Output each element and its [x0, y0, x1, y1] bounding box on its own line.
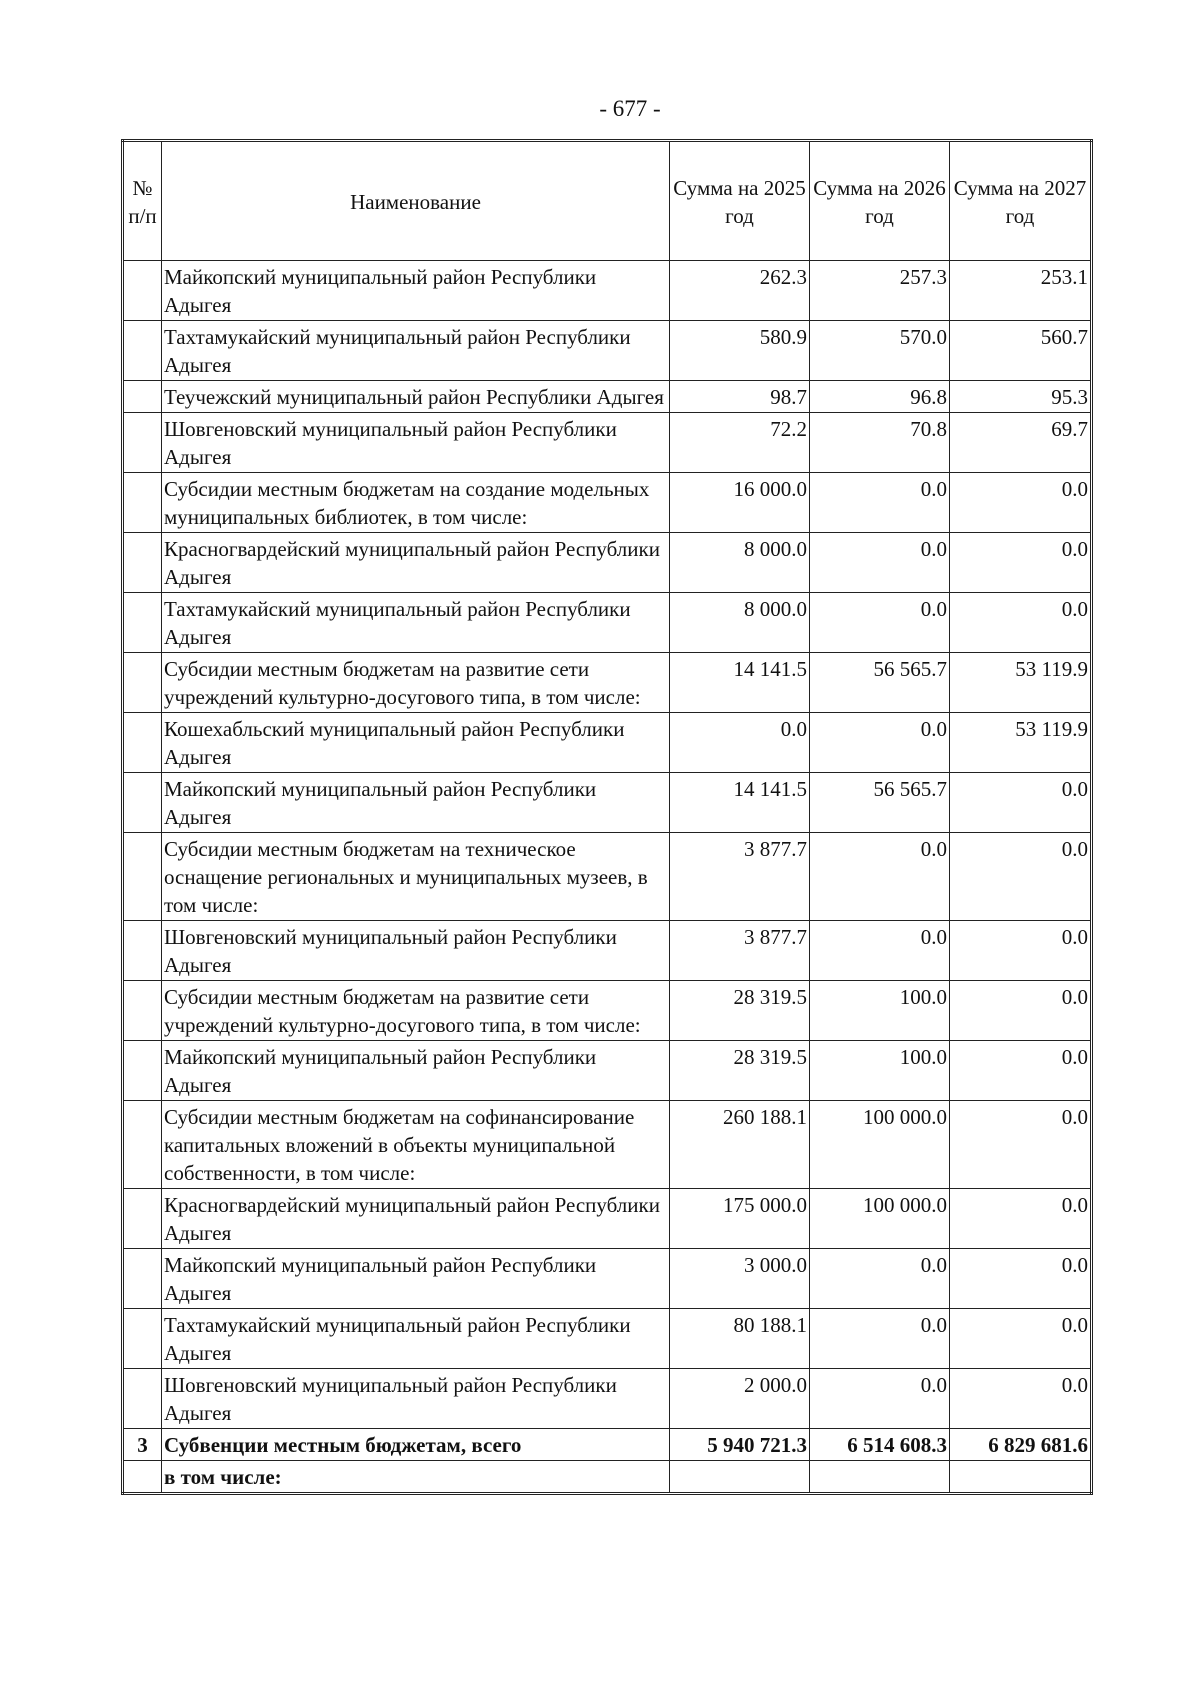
- row-number: [123, 1041, 162, 1101]
- row-number: [123, 921, 162, 981]
- value-2026: 0.0: [810, 1309, 950, 1369]
- row-number: [123, 321, 162, 381]
- table-row: [123, 713, 1092, 773]
- header-2026: Сумма на 2026 год: [810, 141, 950, 261]
- value-2026: 0.0: [810, 593, 950, 653]
- value-2026: 96.8: [810, 381, 950, 413]
- row-name: Красногвардейский муниципальный район Республики Адыгея: [162, 1189, 670, 1249]
- table-row: [123, 833, 1092, 921]
- value-2025: 8 000.0: [670, 533, 810, 593]
- value-2025: 28 319.5: [670, 981, 810, 1041]
- row-name: в том числе:: [162, 1461, 670, 1494]
- row-name: Субсидии местным бюджетам на развитие сети учреждений культурно-досугового типа, в том числе:: [162, 653, 670, 713]
- row-name: Субвенции местным бюджетам, всего: [162, 1429, 670, 1461]
- table-row: [123, 773, 1092, 833]
- value-2026: 100 000.0: [810, 1189, 950, 1249]
- row-name: Майкопский муниципальный район Республики Адыгея: [162, 1041, 670, 1101]
- row-number: [123, 713, 162, 773]
- row-name: Кошехабльский муниципальный район Республики Адыгея: [162, 713, 670, 773]
- value-2026: 0.0: [810, 1369, 950, 1429]
- value-2026: 0.0: [810, 473, 950, 533]
- row-number: [123, 773, 162, 833]
- value-2027: [950, 1461, 1092, 1494]
- header-2027: Сумма на 2027 год: [950, 141, 1092, 261]
- value-2026: 0.0: [810, 713, 950, 773]
- table-header-row: [123, 141, 1092, 261]
- table-row: [123, 653, 1092, 713]
- table-body: [123, 261, 1092, 1494]
- table-row: [123, 593, 1092, 653]
- value-2027: 53 119.9: [950, 713, 1092, 773]
- row-number: [123, 381, 162, 413]
- row-name: Субсидии местным бюджетам на техническое оснащение региональных и муниципальных музеев, в том числе:: [162, 833, 670, 921]
- table-row: [123, 1461, 1092, 1494]
- value-2025: 580.9: [670, 321, 810, 381]
- row-number: [123, 1309, 162, 1369]
- row-name: Теучежский муниципальный район Республики Адыгея: [162, 381, 670, 413]
- value-2027: 0.0: [950, 1369, 1092, 1429]
- value-2025: 5 940 721.3: [670, 1429, 810, 1461]
- row-name: Тахтамукайский муниципальный район Республики Адыгея: [162, 1309, 670, 1369]
- value-2026: [810, 1461, 950, 1494]
- table-row: [123, 533, 1092, 593]
- value-2027: 95.3: [950, 381, 1092, 413]
- value-2025: 8 000.0: [670, 593, 810, 653]
- header-name: Наименование: [162, 141, 670, 261]
- table-row: [123, 413, 1092, 473]
- value-2025: 14 141.5: [670, 653, 810, 713]
- value-2026: 0.0: [810, 533, 950, 593]
- value-2025: 3 877.7: [670, 921, 810, 981]
- value-2025: 2 000.0: [670, 1369, 810, 1429]
- value-2027: 0.0: [950, 773, 1092, 833]
- row-number: [123, 1101, 162, 1189]
- row-number: [123, 261, 162, 321]
- value-2025: 0.0: [670, 713, 810, 773]
- value-2026: 56 565.7: [810, 653, 950, 713]
- value-2025: 260 188.1: [670, 1101, 810, 1189]
- header-2025: Сумма на 2025 год: [670, 141, 810, 261]
- table-row: [123, 981, 1092, 1041]
- value-2025: 80 188.1: [670, 1309, 810, 1369]
- value-2026: 0.0: [810, 833, 950, 921]
- row-number: [123, 981, 162, 1041]
- value-2026: 70.8: [810, 413, 950, 473]
- row-name: Тахтамукайский муниципальный район Республики Адыгея: [162, 321, 670, 381]
- row-number: [123, 1189, 162, 1249]
- value-2026: 257.3: [810, 261, 950, 321]
- row-name: Субсидии местным бюджетам на создание модельных муниципальных библиотек, в том числе:: [162, 473, 670, 533]
- row-number: [123, 653, 162, 713]
- value-2027: 0.0: [950, 533, 1092, 593]
- page-number: - 677 -: [599, 96, 661, 121]
- value-2027: 0.0: [950, 593, 1092, 653]
- value-2027: 560.7: [950, 321, 1092, 381]
- value-2027: 0.0: [950, 1101, 1092, 1189]
- row-number: [123, 1369, 162, 1429]
- value-2027: 6 829 681.6: [950, 1429, 1092, 1461]
- row-name: Тахтамукайский муниципальный район Республики Адыгея: [162, 593, 670, 653]
- row-name: Майкопский муниципальный район Республики Адыгея: [162, 1249, 670, 1309]
- table-row: [123, 1101, 1092, 1189]
- budget-table: [121, 139, 1093, 1495]
- row-number: [123, 413, 162, 473]
- value-2025: 28 319.5: [670, 1041, 810, 1101]
- value-2027: 0.0: [950, 981, 1092, 1041]
- value-2027: 253.1: [950, 261, 1092, 321]
- value-2026: 100 000.0: [810, 1101, 950, 1189]
- value-2026: 0.0: [810, 1249, 950, 1309]
- row-name: Майкопский муниципальный район Республики Адыгея: [162, 261, 670, 321]
- row-name: Красногвардейский муниципальный район Республики Адыгея: [162, 533, 670, 593]
- table-row: [123, 261, 1092, 321]
- value-2025: 3 877.7: [670, 833, 810, 921]
- value-2026: 6 514 608.3: [810, 1429, 950, 1461]
- row-name: Субсидии местным бюджетам на развитие сети учреждений культурно-досугового типа, в том числе:: [162, 981, 670, 1041]
- row-name: Шовгеновский муниципальный район Республики Адыгея: [162, 413, 670, 473]
- table-row: [123, 1041, 1092, 1101]
- row-number: [123, 833, 162, 921]
- value-2025: 98.7: [670, 381, 810, 413]
- row-number: [123, 593, 162, 653]
- row-number: [123, 533, 162, 593]
- row-name: Шовгеновский муниципальный район Республики Адыгея: [162, 921, 670, 981]
- row-number: 3: [123, 1429, 162, 1461]
- row-number: [123, 473, 162, 533]
- row-name: Субсидии местным бюджетам на софинансирование капитальных вложений в объекты муниципальной собственности, в том числе:: [162, 1101, 670, 1189]
- row-name: Майкопский муниципальный район Республики Адыгея: [162, 773, 670, 833]
- value-2027: 69.7: [950, 413, 1092, 473]
- table-row: [123, 1249, 1092, 1309]
- table-row: [123, 921, 1092, 981]
- value-2025: [670, 1461, 810, 1494]
- value-2026: 570.0: [810, 321, 950, 381]
- value-2027: 0.0: [950, 1249, 1092, 1309]
- table-row: [123, 1309, 1092, 1369]
- value-2025: 16 000.0: [670, 473, 810, 533]
- value-2025: 72.2: [670, 413, 810, 473]
- value-2026: 0.0: [810, 921, 950, 981]
- value-2027: 0.0: [950, 1189, 1092, 1249]
- value-2027: 0.0: [950, 473, 1092, 533]
- value-2026: 56 565.7: [810, 773, 950, 833]
- value-2027: 0.0: [950, 1309, 1092, 1369]
- value-2027: 0.0: [950, 921, 1092, 981]
- value-2026: 100.0: [810, 1041, 950, 1101]
- row-name: Шовгеновский муниципальный район Республики Адыгея: [162, 1369, 670, 1429]
- row-number: [123, 1461, 162, 1494]
- table-row: [123, 381, 1092, 413]
- table-row: [123, 321, 1092, 381]
- header-num: № п/п: [123, 141, 162, 261]
- table-row: [123, 1369, 1092, 1429]
- value-2027: 53 119.9: [950, 653, 1092, 713]
- table-row: [123, 1189, 1092, 1249]
- value-2025: 262.3: [670, 261, 810, 321]
- value-2025: 14 141.5: [670, 773, 810, 833]
- value-2025: 175 000.0: [670, 1189, 810, 1249]
- value-2027: 0.0: [950, 833, 1092, 921]
- table-row: [123, 1429, 1092, 1461]
- row-number: [123, 1249, 162, 1309]
- table-row: [123, 473, 1092, 533]
- value-2025: 3 000.0: [670, 1249, 810, 1309]
- value-2027: 0.0: [950, 1041, 1092, 1101]
- value-2026: 100.0: [810, 981, 950, 1041]
